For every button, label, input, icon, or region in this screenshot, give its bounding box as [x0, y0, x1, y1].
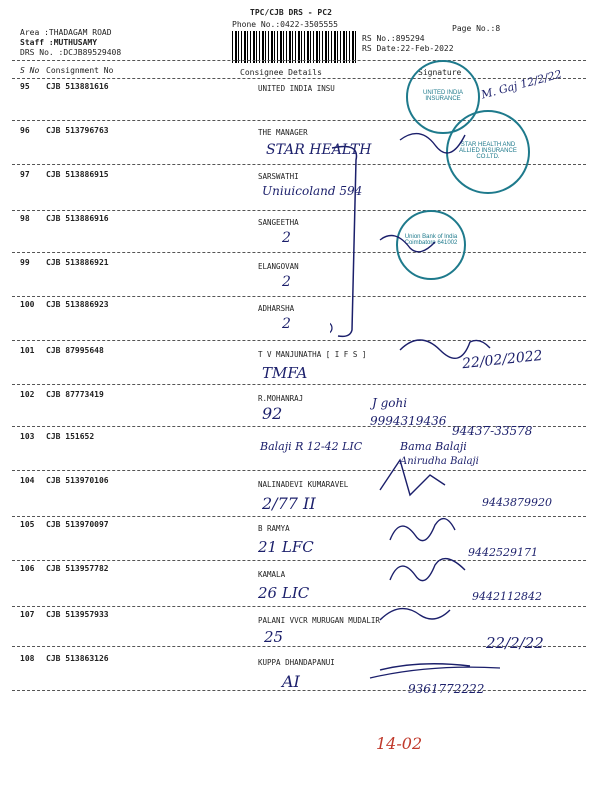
row-handwriting: AI	[282, 672, 300, 691]
handwritten-bama: Bama Balaji	[400, 440, 467, 453]
barcode	[232, 31, 356, 63]
drs-number: DRS No. :DCJB89529408	[20, 48, 122, 57]
row-consignee: R.MOHANRAJ	[258, 394, 304, 403]
row-consignee: T V MANJUNATHA [ I F S ]	[258, 350, 367, 359]
handwritten-phone-3: 9442529171	[468, 546, 538, 559]
row-sno: 107	[20, 610, 35, 619]
row-consignment: CJB 513796763	[46, 126, 109, 135]
handwritten-phone-5: 9361772222	[408, 682, 485, 696]
header-divider-2	[12, 78, 586, 79]
row-sno: 95	[20, 82, 30, 91]
handwritten-bottom-mark: 14-02	[376, 734, 423, 753]
handwritten-phone-2: 9443879920	[482, 496, 552, 509]
row-consignment: CJB 513886921	[46, 258, 109, 267]
row-consignee: KAMALA	[258, 570, 286, 579]
row-consignee: NALINADEVI KUMARAVEL	[258, 480, 349, 489]
row-handwriting: STAR HEALTH	[266, 142, 372, 158]
row-consignee: ELANGOVAN	[258, 262, 299, 271]
row-consignment: CJB 513970106	[46, 476, 109, 485]
rs-date: RS Date:22-Feb-2022	[362, 44, 454, 53]
row-sno: 99	[20, 258, 30, 267]
handwritten-signature-top: M. Gaj 12/2/22	[479, 67, 564, 102]
row-consignment: CJB 513886915	[46, 170, 109, 179]
row-consignment: CJB 513970097	[46, 520, 109, 529]
row-handwriting: 92	[262, 404, 283, 423]
signature-scribbles	[360, 100, 590, 700]
row-consignment: CJB 513957933	[46, 610, 109, 619]
row-consignee: B RAMYA	[258, 524, 290, 533]
row-consignment: CJB 87995648	[46, 346, 104, 355]
row-sno: 105	[20, 520, 35, 529]
row-handwriting: 2	[282, 230, 291, 246]
row-consignment: CJB 513886923	[46, 300, 109, 309]
row-sno: 104	[20, 476, 35, 485]
row-consignment: CJB 513957782	[46, 564, 109, 573]
col-consignee: Consignee Details	[240, 68, 322, 77]
col-consignment: Consignment No	[46, 66, 114, 75]
row-sno: 103	[20, 432, 35, 441]
row-handwriting: Balaji R 12-42 LIC	[260, 440, 363, 453]
handwritten-phone-1b: 94437-33578	[452, 424, 533, 438]
row-consignment: CJB 87773419	[46, 390, 104, 399]
row-consignment: CJB 513881616	[46, 82, 109, 91]
row-sno: 106	[20, 564, 35, 573]
row-sno: 98	[20, 214, 30, 223]
page-number: Page No.:8	[452, 24, 501, 33]
handwritten-date-1: 22/02/2022	[461, 347, 544, 373]
insurance-stamp: UNITED INDIA INSURANCE	[406, 60, 480, 134]
col-sno: S No	[20, 66, 40, 75]
row-sno: 97	[20, 170, 30, 179]
row-consignee: KUPPA DHANDAPANUI	[258, 658, 335, 667]
row-handwriting: 26 LIC	[258, 584, 310, 602]
row-consignee: ADHARSHA	[258, 304, 295, 313]
star-health-stamp: STAR HEALTH AND ALLIED INSURANCE CO.LTD.	[446, 110, 530, 194]
row-handwriting: 2	[282, 274, 291, 290]
row-sno: 96	[20, 126, 30, 135]
handwritten-name-1: J gohi	[372, 396, 408, 410]
union-bank-stamp: Union Bank of India Coimbatore 641002	[396, 210, 466, 280]
row-handwriting: 25	[264, 628, 284, 646]
row-handwriting: Uniuicoland 594	[262, 184, 363, 198]
staff-label: Staff :MUTHUSAMY	[20, 38, 98, 47]
row-consignment: CJB 151652	[46, 432, 95, 441]
row-sno: 100	[20, 300, 35, 309]
handwritten-anirudha: Anirudha Balaji	[400, 456, 479, 467]
row-handwriting: 21 LFC	[258, 538, 314, 556]
handwritten-phone-1: 9994319436	[370, 414, 447, 428]
doc-title: TPC/CJB DRS - PC2	[250, 8, 332, 17]
row-handwriting: TMFA	[262, 364, 308, 382]
row-consignee: SANGEETHA	[258, 218, 299, 227]
row-consignee: SARSWATHI	[258, 172, 299, 181]
row-consignee: THE MANAGER	[258, 128, 308, 137]
area-label: Area :THADAGAM ROAD	[20, 28, 112, 37]
row-consignment: CJB 513886916	[46, 214, 109, 223]
phone-number: Phone No.:0422-3505555	[232, 20, 338, 29]
handwritten-phone-4: 9442112842	[472, 590, 542, 603]
row-consignment: CJB 513863126	[46, 654, 109, 663]
row-sno: 102	[20, 390, 35, 399]
row-consignee: UNITED INDIA INSU	[258, 84, 335, 93]
row-handwriting: 2/77 II	[262, 494, 316, 513]
rs-number: RS No.:895294	[362, 34, 425, 43]
handwritten-date-2: 22/2/22	[486, 634, 544, 652]
row-sno: 101	[20, 346, 35, 355]
header-divider	[12, 60, 586, 61]
row-sno: 108	[20, 654, 35, 663]
row-consignee: PALANI VVCR MURUGAN MUDALIR	[258, 616, 380, 625]
row-handwriting: 2	[282, 316, 291, 332]
col-signature: Signature	[418, 68, 462, 77]
